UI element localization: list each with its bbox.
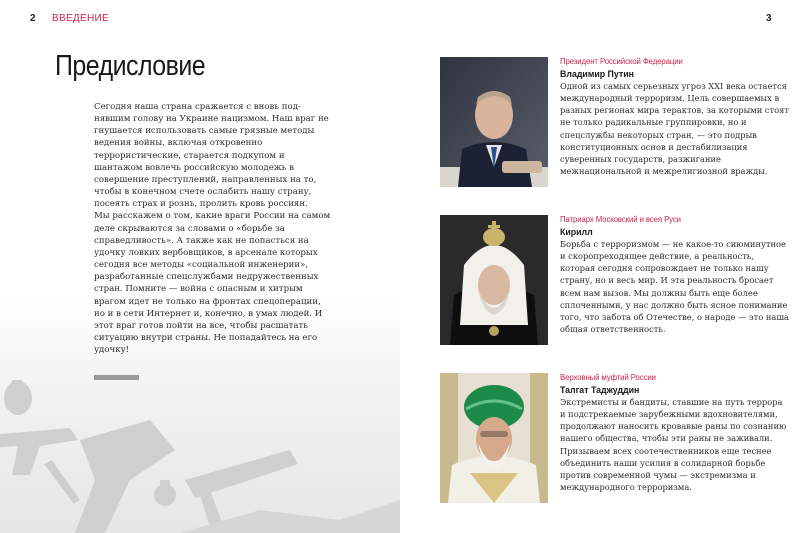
person-role: Патриарх Московский и всея Руси (560, 215, 681, 224)
person-role: Президент Российской Федерации (560, 57, 683, 66)
weapon-silhouettes-illustration (0, 380, 400, 533)
pistol-icon (0, 428, 78, 475)
page-number-left: 2 (30, 13, 36, 24)
portrait-icon (440, 373, 548, 503)
person-name: Кирилл (560, 227, 593, 237)
quote-info (560, 57, 790, 177)
person-quote: Одной из самых серьезных угроз XXI века остается международный терроризм. Цель совершаемых в разных регионах мира терактов, за которыми стоят не только радикальные группировки, но и спецслужбы некоторых стран, — это подрыв конституционных основ и дестабилизация суверенных государств, разжигание межнациональной и межрелигиозной вражды. (560, 81, 789, 177)
person-name: Владимир Путин (560, 69, 634, 79)
portrait-president-photo (440, 57, 548, 187)
portrait-mufti-photo (440, 373, 548, 503)
intro-paragraph: Мы расскажем о том, какие враги России на самом деле скрываются за словами о «борьбе за справедливость». А также как не попасться на удочку ловких вербовщиков, в арсенале которых сегодня все методы «социальной инженерии», разработанные спецслужбами недружественных стран. Помните — война с опасным и хитрым врагом идет не только на фронтах спецоперации, но и в сети Интернет и, конечно, в умах людей. И этот враг готов пойти на все, чтобы расшатать ситуацию внутри страны. Не попадайтесь на его удочку! (94, 211, 331, 356)
page-title: Предисловие (55, 50, 206, 82)
portrait-icon (440, 215, 548, 345)
person-quote: Борьба с терроризмом — не какое-то сиюминутное и скоропреходящее действие, а реальность, которая сегодня сопровождает не только нашу страну, но и весь мир. И эта реальность бросает всем нам вызов. Мы должны быть еще более сплоченными, у нас должно быть ясное понимание того, что забота об Отечестве, о народе — это наша общая ответственность. (560, 239, 789, 335)
mine-icon (154, 480, 176, 506)
person-name: Талгат Таджуддин (560, 385, 640, 395)
section-label: ВВЕДЕНИЕ (52, 13, 109, 24)
portrait-icon (440, 57, 548, 187)
intro-text (94, 101, 334, 356)
page-number-right: 3 (766, 13, 772, 24)
quote-info (560, 215, 790, 335)
grenade-icon (4, 380, 32, 415)
person-role: Верховный муфтий России (560, 373, 656, 382)
intro-paragraph: Сегодня наша страна сражается с вновь поднявшим голову на Украине нацизмом. Наш враг не гнушается использовать самые грязные методы ведения войны, включая откровенно террористические, старается подкупом и шантажом вовлечь российскую молодежь в совершение преступлений, направленных на то, чтобы в конечном счете ослабить нашу страну, посеять страх и рознь, пролить кровь россиян. (94, 102, 329, 210)
right-page (400, 0, 800, 533)
portrait-patriarch-photo (440, 215, 548, 345)
rifle-icon (75, 420, 175, 533)
quote-info (560, 373, 790, 493)
person-quote: Экстремисты и бандиты, ставшие на путь террора и подстрекаемые зарубежными вдохновителями, продолжают наносить кровавые раны по сознанию нашего общества, чтобы эти раны не заживали. Призываем всех соотечественников еще теснее объединить наши усилия в солидарной борьбе против современной чумы — экстремизма и международного терроризма. (560, 397, 787, 493)
knife-icon (44, 460, 80, 504)
